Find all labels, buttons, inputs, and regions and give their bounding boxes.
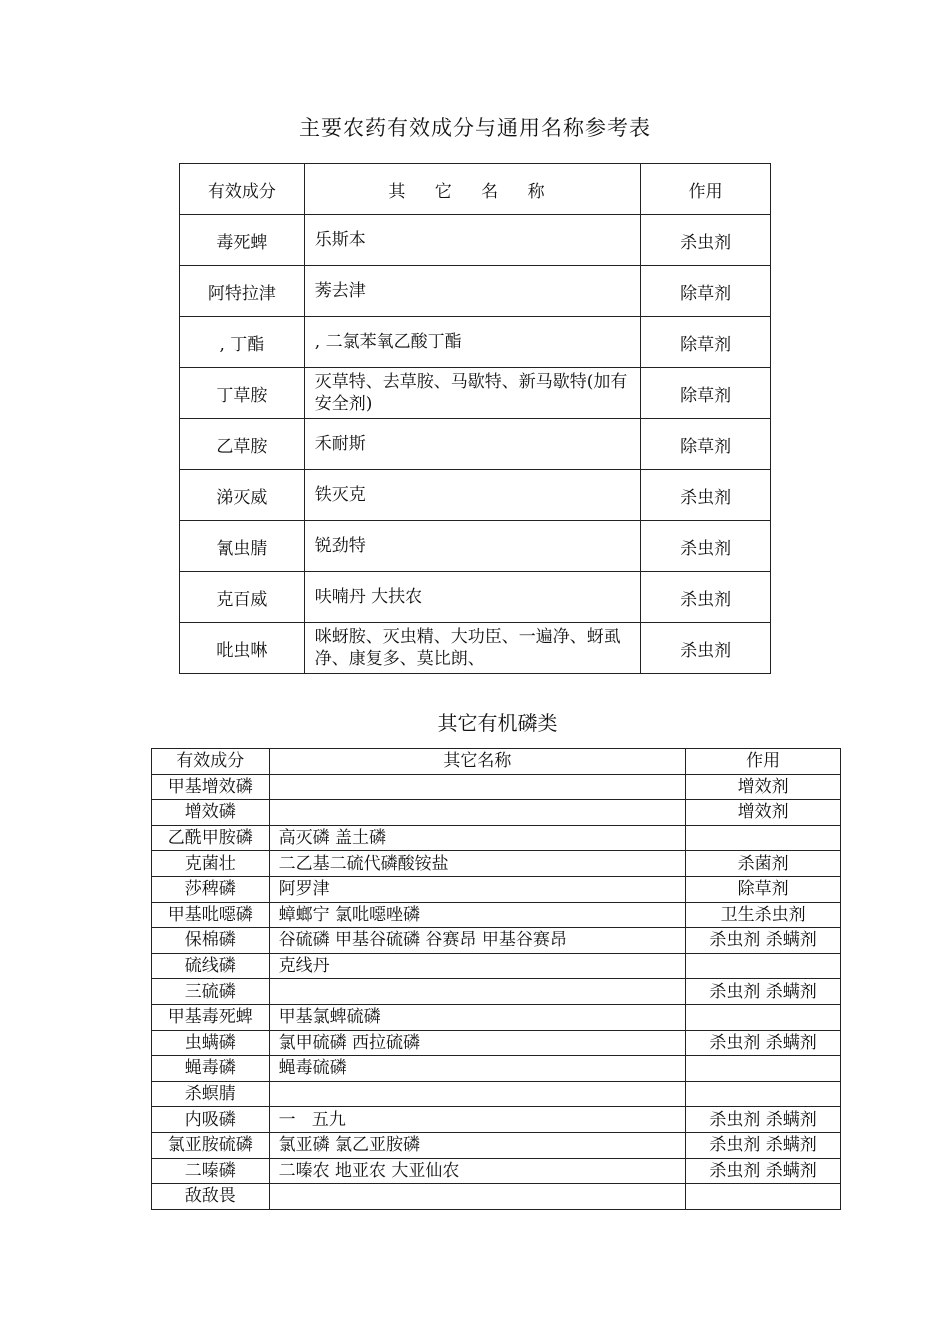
table1-cell: 铁灭克: [304, 470, 640, 521]
table1-cell: 阿特拉津: [180, 266, 305, 317]
table1-cell: 乙草胺: [180, 419, 305, 470]
table1-cell: 吡虫啉: [180, 623, 305, 674]
table2-cell: 甲基毒死蜱: [152, 1004, 270, 1030]
table2-cell: 二嗪磷: [152, 1158, 270, 1184]
table1-cell: 禾耐斯: [304, 419, 640, 470]
table-row: [180, 317, 771, 368]
table2-cell: 除草剂: [686, 876, 841, 902]
table2-cell: 内吸磷: [152, 1107, 270, 1133]
table2-cell: 卫生杀虫剂: [686, 902, 841, 928]
table2-cell: 克菌壮: [152, 851, 270, 877]
table2-cell: 虫螨磷: [152, 1030, 270, 1056]
table2-cell: 杀虫剂 杀螨剂: [686, 928, 841, 954]
table1-cell: 杀虫剂: [641, 470, 771, 521]
table-row: [152, 876, 841, 902]
table1-cell: 丁草胺: [180, 368, 305, 419]
table1-cell: 除草剂: [641, 419, 771, 470]
table-row: [152, 928, 841, 954]
table2-cell: 氯亚胺硫磷: [152, 1132, 270, 1158]
table-row: [152, 1158, 841, 1184]
table2-cell: 甲基氯蜱硫磷: [269, 1004, 686, 1030]
table2-cell: [269, 800, 686, 826]
table-row: [152, 1056, 841, 1082]
table-header-row: [152, 749, 841, 775]
table1-cell: 杀虫剂: [641, 521, 771, 572]
table-header-row: [180, 164, 771, 215]
table-row: [152, 1004, 841, 1030]
table2-cell: 阿罗津: [269, 876, 686, 902]
table2-cell: [686, 825, 841, 851]
table2-cell: 杀虫剂 杀螨剂: [686, 1158, 841, 1184]
table2-cell: 甲基吡噁磷: [152, 902, 270, 928]
table-row: [180, 470, 771, 521]
table2-cell: 杀虫剂 杀螨剂: [686, 1107, 841, 1133]
table2-cell: 蝇毒磷: [152, 1056, 270, 1082]
page-title: 主要农药有效成分与通用名称参考表: [299, 116, 651, 140]
table2-cell: [686, 1184, 841, 1210]
table1-header-cell: 其 它 名 称: [304, 164, 640, 215]
table1-cell: 杀虫剂: [641, 215, 771, 266]
table-row: [152, 953, 841, 979]
table2-cell: 莎稗磷: [152, 876, 270, 902]
table2-cell: 二乙基二硫代磷酸铵盐: [269, 851, 686, 877]
table-row: [180, 368, 771, 419]
table1-cell: 除草剂: [641, 368, 771, 419]
table2-cell: 增效剂: [686, 800, 841, 826]
table2-cell: 杀虫剂 杀螨剂: [686, 979, 841, 1005]
table1-cell: 莠去津: [304, 266, 640, 317]
table2-cell: 硫线磷: [152, 953, 270, 979]
table2-cell: 敌敌畏: [152, 1184, 270, 1210]
table2-cell: 乙酰甲胺磷: [152, 825, 270, 851]
table2-cell: 三硫磷: [152, 979, 270, 1005]
table1-header-cell: 作用: [641, 164, 771, 215]
table1-cell: 杀虫剂: [641, 623, 771, 674]
table2-cell: 高灭磷 盖土磷: [269, 825, 686, 851]
table1-cell: 锐劲特: [304, 521, 640, 572]
table2-cell: 保棉磷: [152, 928, 270, 954]
table-row: [180, 266, 771, 317]
table-row: [152, 1030, 841, 1056]
table2-cell: 氯甲硫磷 西拉硫磷: [269, 1030, 686, 1056]
table-row: [152, 1107, 841, 1133]
table2-header-cell: 其它名称: [269, 749, 686, 775]
table2-cell: 杀虫剂 杀螨剂: [686, 1132, 841, 1158]
table1-cell: 除草剂: [641, 317, 771, 368]
table2-cell: 蝇毒硫磷: [269, 1056, 686, 1082]
table2-cell: 杀螟腈: [152, 1081, 270, 1107]
table2-cell: 增效剂: [686, 774, 841, 800]
table2-cell: [686, 1004, 841, 1030]
table2-cell: 杀虫剂 杀螨剂: [686, 1030, 841, 1056]
main-pesticide-table: [179, 163, 771, 674]
table1-cell: 乐斯本: [304, 215, 640, 266]
table2-cell: [269, 1184, 686, 1210]
table2-header-cell: 有效成分: [152, 749, 270, 775]
table-row: [180, 521, 771, 572]
table2-cell: [269, 979, 686, 1005]
table1-cell: 涕灭威: [180, 470, 305, 521]
table1-cell: 除草剂: [641, 266, 771, 317]
table1-header-cell: 有效成分: [180, 164, 305, 215]
table1-cell: 克百威: [180, 572, 305, 623]
table2-cell: 氯亚磷 氯乙亚胺磷: [269, 1132, 686, 1158]
table-row: [152, 979, 841, 1005]
table1-cell: , 丁酯: [180, 317, 305, 368]
table-row: [180, 623, 771, 674]
table2-cell: 一 五九: [269, 1107, 686, 1133]
table2-cell: [269, 774, 686, 800]
table-row: [152, 1132, 841, 1158]
table2-cell: [269, 1081, 686, 1107]
table2-header-cell: 作用: [686, 749, 841, 775]
table2-cell: [686, 1056, 841, 1082]
table1-cell: 杀虫剂: [641, 572, 771, 623]
table2-cell: 二嗪农 地亚农 大亚仙农: [269, 1158, 686, 1184]
table2-cell: 杀菌剂: [686, 851, 841, 877]
table2-cell: 谷硫磷 甲基谷硫磷 谷赛昂 甲基谷赛昂: [269, 928, 686, 954]
table-row: [180, 419, 771, 470]
table1-cell: 氰虫腈: [180, 521, 305, 572]
table-row: [180, 572, 771, 623]
table2-cell: 增效磷: [152, 800, 270, 826]
table1-cell: , 二氯苯氧乙酸丁酯: [304, 317, 640, 368]
table-row: [152, 902, 841, 928]
table1-cell: 咪蚜胺、灭虫精、大功臣、一遍净、蚜虱净、康复多、莫比朗、: [304, 623, 640, 674]
table2-cell: 甲基增效磷: [152, 774, 270, 800]
section-title-organophosphorus: 其它有机磷类: [437, 711, 558, 735]
table2-cell: 蟑螂宁 氯吡噁唑磷: [269, 902, 686, 928]
organophosphorus-table: [151, 748, 841, 1210]
table2-cell: 克线丹: [269, 953, 686, 979]
table2-cell: [686, 953, 841, 979]
table1-cell: 灭草特、去草胺、马歇特、新马歇特(加有安全剂): [304, 368, 640, 419]
table-row: [152, 774, 841, 800]
table-row: [152, 825, 841, 851]
table-row: [152, 1081, 841, 1107]
table2-cell: [686, 1081, 841, 1107]
table1-cell: 毒死蜱: [180, 215, 305, 266]
table-row: [152, 851, 841, 877]
table-row: [152, 1184, 841, 1210]
table-row: [180, 215, 771, 266]
table1-cell: 呋喃丹 大扶农: [304, 572, 640, 623]
table-row: [152, 800, 841, 826]
